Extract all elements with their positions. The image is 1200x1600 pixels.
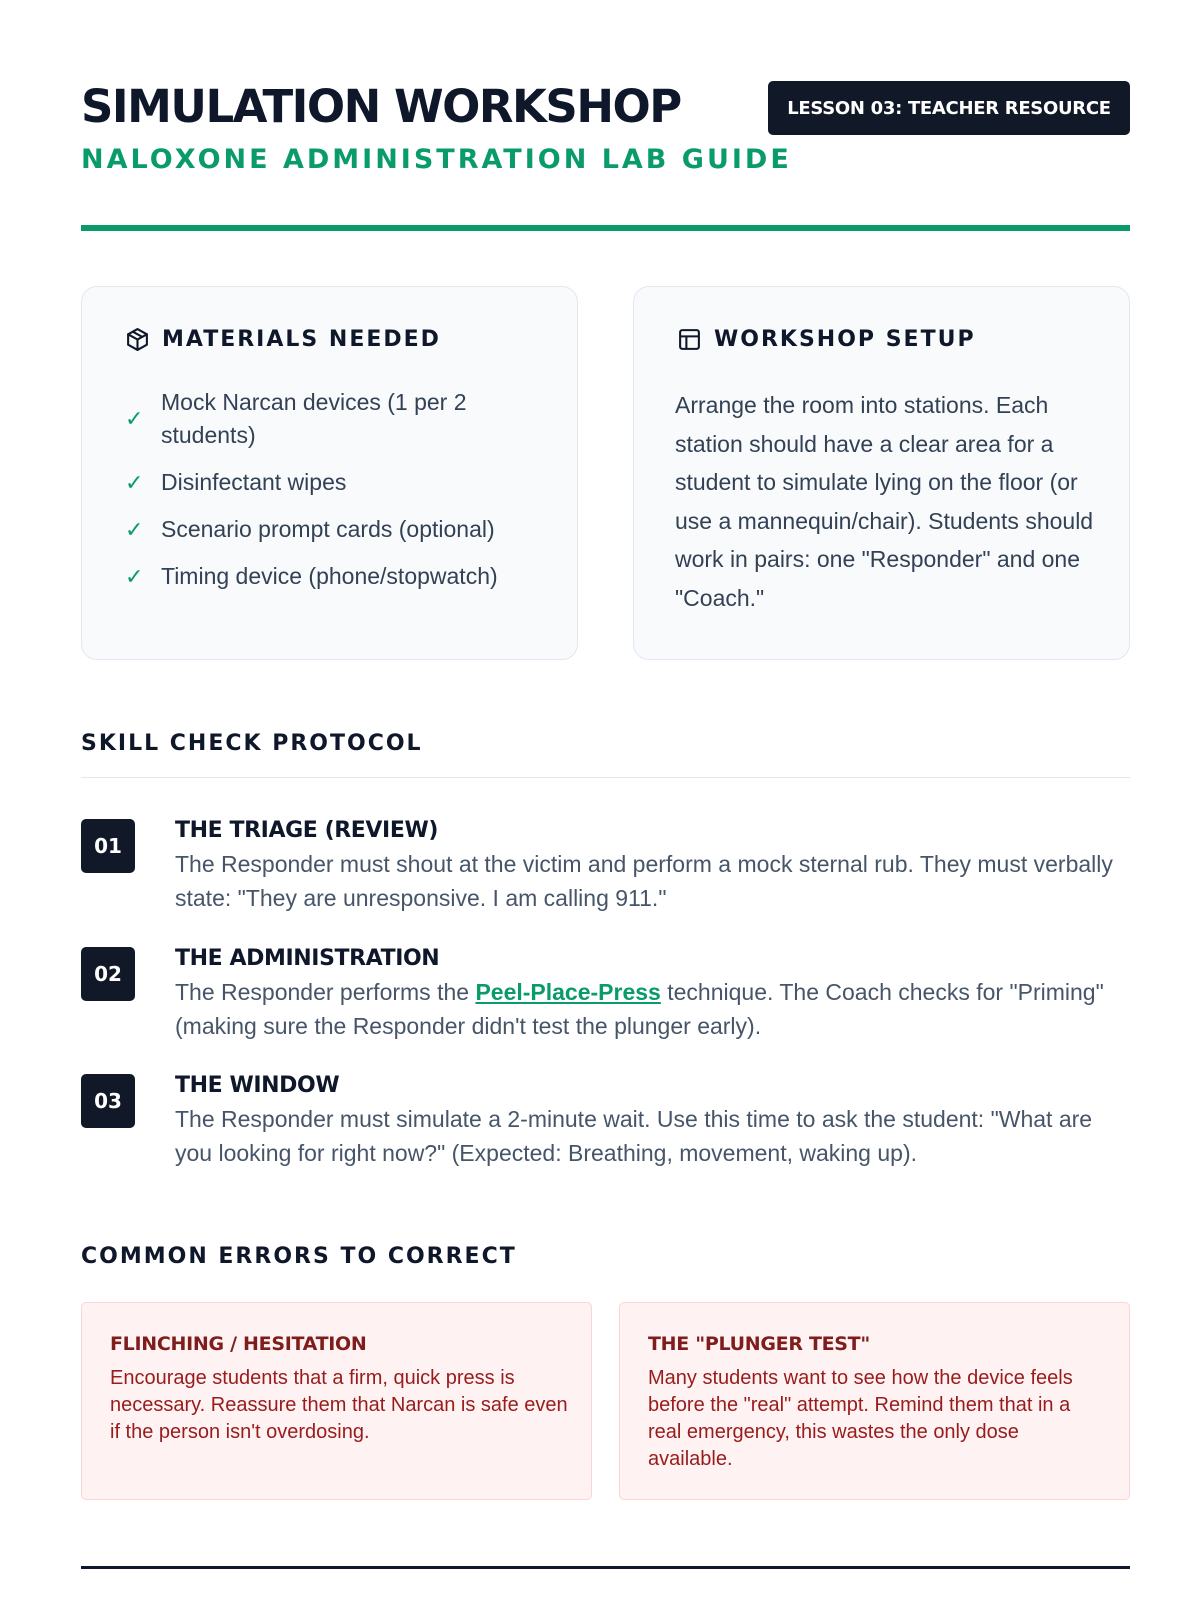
- list-item: ✓ Timing device (phone/stopwatch): [125, 560, 545, 593]
- technique-link[interactable]: Peel-Place-Press: [475, 979, 661, 1005]
- error-text: Encourage students that a firm, quick press is necessary. Reassure them that Narcan is safe even if the person isn't overdosing.: [110, 1367, 568, 1443]
- step-body: [175, 1070, 1130, 1170]
- step-number: 02: [81, 947, 135, 1001]
- error-title: THE "PLUNGER TEST": [648, 1333, 870, 1355]
- list-item: ✓ Disinfectant wipes: [125, 466, 545, 499]
- step-number: 01: [81, 819, 135, 873]
- setup-card: [633, 286, 1130, 660]
- step-description: The Responder must shout at the victim and perform a mock sternal rub. They must verbally state: "They are unresponsive. I am calling 911.": [175, 851, 1113, 911]
- step-description-text: technique. The Coach checks for "Priming" (making sure the Responder didn't test the plunger early).: [175, 979, 1104, 1039]
- lesson-badge: LESSON 03: TEACHER RESOURCE: [768, 81, 1130, 135]
- materials-title: MATERIALS NEEDED: [162, 327, 441, 352]
- step-description: [175, 975, 1130, 1043]
- footer-divider: [81, 1566, 1130, 1569]
- setup-header: [677, 327, 976, 352]
- layout-icon: [677, 327, 702, 352]
- materials-card: [81, 286, 578, 660]
- error-text: Many students want to see how the device feels before the "real" attempt. Remind them that in a real emergency, this wastes the only dose available.: [648, 1367, 1073, 1470]
- header-divider: [81, 225, 1130, 231]
- check-icon: ✓: [125, 470, 144, 495]
- step-title: THE WINDOW: [175, 1073, 340, 1098]
- list-item: ✓ Scenario prompt cards (optional): [125, 513, 545, 546]
- check-icon: ✓: [125, 406, 144, 431]
- errors-heading: COMMON ERRORS TO CORRECT: [81, 1244, 517, 1269]
- check-icon: ✓: [125, 517, 144, 542]
- materials-header: [125, 327, 441, 352]
- error-title: FLINCHING / HESITATION: [110, 1333, 367, 1355]
- step-title: THE ADMINISTRATION: [175, 946, 440, 971]
- list-item: ✓ Mock Narcan devices (1 per 2 students): [125, 389, 467, 448]
- header: [81, 76, 1130, 186]
- step-number: 03: [81, 1074, 135, 1128]
- step-body: [175, 943, 1130, 1043]
- setup-text: Arrange the room into stations. Each station should have a clear area for a student to simulate lying on the floor (or use a mannequin/chair). Students should work in pairs: one "Responder" and one "Coach.": [675, 392, 1094, 611]
- protocol-heading: SKILL CHECK PROTOCOL: [81, 731, 423, 756]
- step-body: [175, 815, 1130, 915]
- step-description-text: The Responder performs the: [175, 979, 476, 1005]
- setup-title: WORKSHOP SETUP: [714, 327, 976, 352]
- cube-icon: [125, 327, 150, 352]
- materials-list: [125, 386, 545, 607]
- page-subtitle: NALOXONE ADMINISTRATION LAB GUIDE: [81, 144, 792, 175]
- step-title: THE TRIAGE (REVIEW): [175, 818, 438, 843]
- check-icon: ✓: [125, 564, 144, 589]
- error-card: [81, 1302, 592, 1500]
- error-card: [619, 1302, 1130, 1500]
- protocol-divider: [81, 777, 1130, 778]
- page-title: SIMULATION WORKSHOP: [81, 80, 681, 133]
- step-description: The Responder must simulate a 2-minute wait. Use this time to ask the student: "What are you looking for right now?" (Expected: Breathing, movement, waking up).: [175, 1106, 1093, 1166]
